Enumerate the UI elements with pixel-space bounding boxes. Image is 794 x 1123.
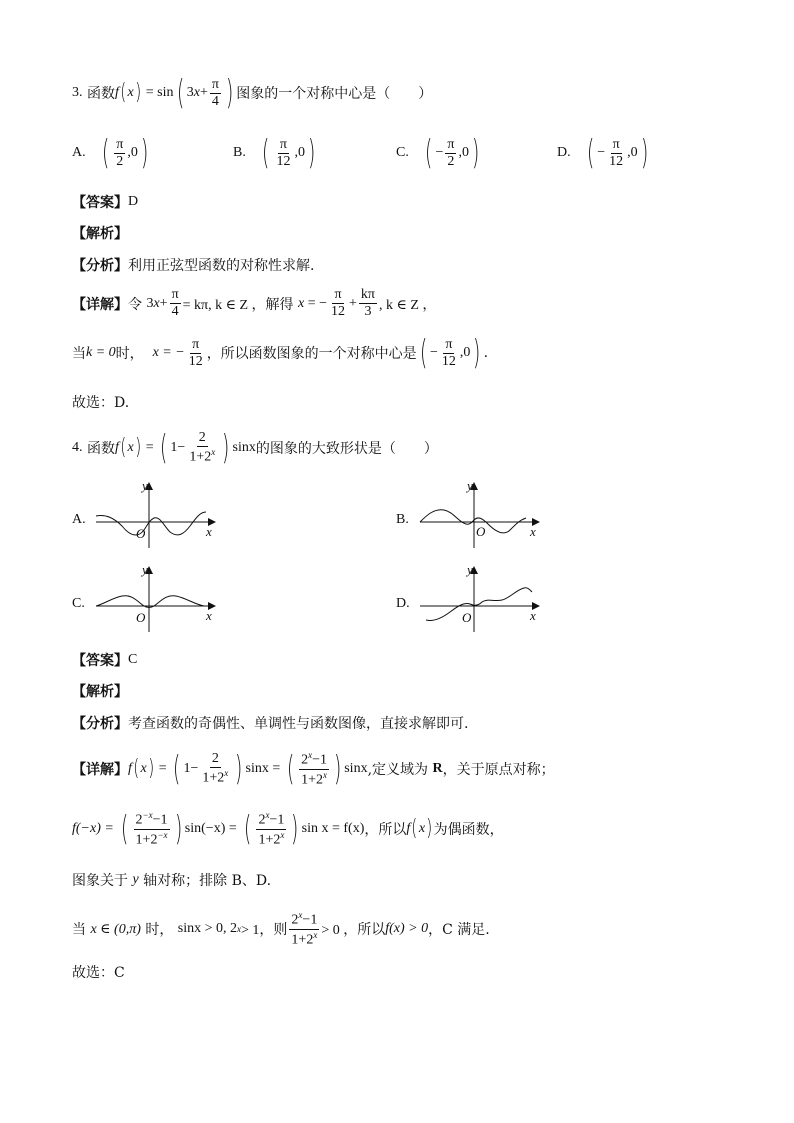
q4-choose: 故选：C (72, 965, 125, 981)
q3-detail-line2: 当 k = 0 时， x = − $\frac{\pi}{12}$ ，所以函数图象的一个对称中心是 ( − $\frac{\pi}{12}$ ,0 ) . (72, 333, 489, 373)
svg-text:y: y (142, 562, 148, 577)
q3-stem-tail: 图象的一个对称中心是（ ） (236, 86, 433, 102)
q3-number: 3. (72, 85, 83, 100)
q3-fenxi: 【分析】 利用正弦型函数的对称性求解. (72, 258, 315, 274)
svg-text:y: y (467, 478, 473, 493)
q3-pi-over-4: $\frac{\pi}{4}$ (211, 76, 219, 109)
q4-detail-line4: 当 x ∈ (0,π) 时， sinx > 0, 2 x > 1，则 $\frac{2^x-1}{1+2^x}$ > 0 ，所以 f(x) > 0 ，C 满足. (72, 910, 490, 948)
q4-graph-c (92, 562, 222, 634)
svg-text:x: x (530, 608, 536, 623)
svg-text:y: y (467, 562, 473, 577)
svg-text:O: O (476, 524, 486, 539)
q3-stem: 3. 函数 f ( x ) = sin ( 3 x + $\frac{\pi}{4}$ ) 图象的一个对称中心是（ ） (72, 73, 433, 113)
svg-text:O: O (136, 526, 146, 541)
q4-stem: 4. 函数 f ( x ) = ( 1− $\frac{2}{1+2^x}$ ) sinx 的图象的大致形状是（ ） (72, 427, 438, 468)
q3-choose: 故选：D. (72, 395, 130, 411)
q3-analysis-tag: 【解析】 (72, 226, 128, 242)
q3-option-b: B. ( $\frac{\pi}{12}$ ,0 ) (233, 133, 316, 173)
q4-graph-label-a: A. (72, 512, 86, 527)
q4-graph-label-d: D. (396, 596, 410, 611)
q3-detail-line1: 【详解】 令 3 x + $\frac{\pi}{4}$ = kπ, k ∈ Z ，解得 x = − $\frac{\pi}{12}$ + $\frac{k\pi}{3}$ , k ∈ Z ， (72, 287, 437, 319)
q4-detail-line3: 图象关于 y 轴对称；排除 B、D. (72, 872, 272, 889)
svg-text:x: x (206, 608, 212, 623)
q4-detail-line1: 【详解】 f ( x ) = ( 1− $\frac{2}{1+2^x}$ ) sinx = ( $\frac{2^x-1}{1+2^x}$ ) sinx ,定义域为 R ，关于原点对称； (72, 749, 555, 790)
q4-graph-a (92, 478, 222, 550)
q3-answer: 【答案】 D (72, 194, 139, 211)
q4-graph-b (416, 478, 546, 550)
q3-option-a: A. ( $\frac{\pi}{2}$ ,0 ) (72, 133, 149, 173)
svg-text:x: x (530, 524, 536, 539)
q4-graph-label-b: B. (396, 512, 409, 527)
q4-analysis-tag: 【解析】 (72, 684, 128, 700)
q4-detail-line2: f(−x) = ( $\frac{2^{-x}-1}{1+2^{-x}}$ ) sin(−x) = ( $\frac{2^x-1}{1+2^x}$ ) sin x = f(x) ，所以 f ( x ) 为偶函数， (72, 809, 504, 850)
svg-text:y: y (142, 478, 148, 493)
q4-answer: 【答案】 C (72, 652, 138, 669)
q4-graph-label-c: C. (72, 596, 85, 611)
q4-fenxi: 【分析】 考查函数的奇偶性、单调性与函数图像，直接求解即可. (72, 716, 469, 732)
svg-text:x: x (206, 524, 212, 539)
svg-text:O: O (462, 610, 472, 625)
q3-option-c: C. ( − $\frac{\pi}{2}$ ,0 ) (396, 133, 480, 173)
q4-graph-d (416, 562, 546, 634)
svg-text:O: O (136, 610, 146, 625)
q3-stem-lead: 函数 (86, 86, 115, 102)
q3-option-d: D. ( − $\frac{\pi}{12}$ ,0 ) (557, 133, 648, 173)
